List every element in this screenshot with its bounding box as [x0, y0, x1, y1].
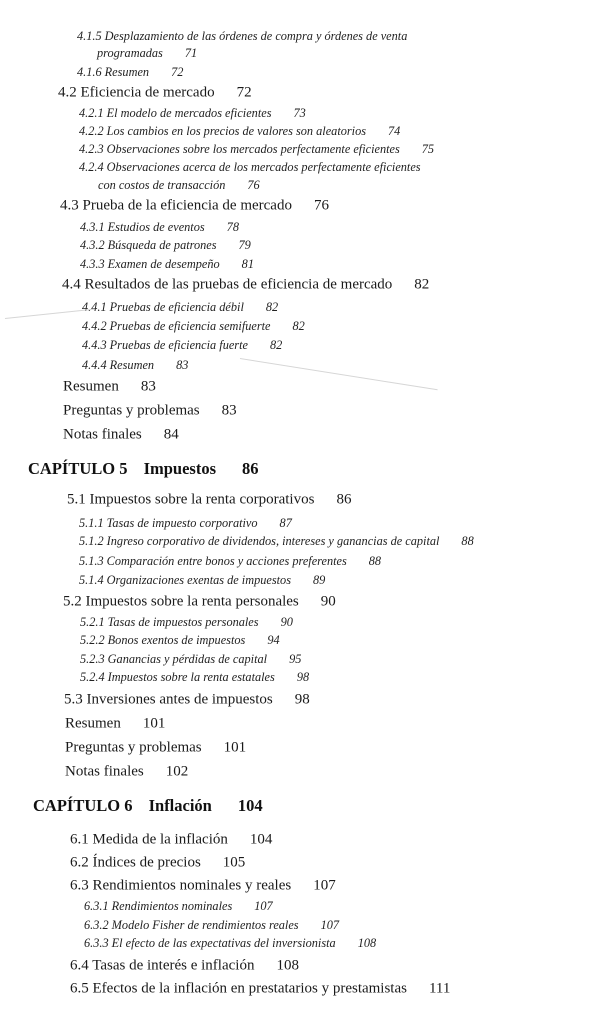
entry-number: 4.3.3: [80, 256, 105, 271]
page-number: 107: [320, 917, 340, 932]
entry-title: Impuestos sobre la renta estatales: [107, 669, 275, 684]
entry-number: 4.4.4: [82, 357, 107, 372]
toc-subsection: [97, 47, 197, 59]
entry-number: 5.2: [63, 593, 82, 610]
entry-number: 6.4: [70, 957, 89, 974]
toc-subsection: [84, 937, 376, 949]
entry-title: Examen de desempeño: [107, 256, 220, 271]
entry-title: Estudios de eventos: [107, 219, 205, 234]
entry-number: 5.1.2: [79, 533, 104, 548]
entry-title: Pruebas de eficiencia fuerte: [109, 337, 248, 352]
entry-number: 4.3.1: [80, 219, 105, 234]
entry-title: Preguntas y problemas: [63, 402, 200, 419]
page-number: 71: [184, 45, 198, 60]
toc-subsection: [80, 634, 280, 646]
entry-number: 4.1.6: [77, 64, 102, 79]
toc-subsection: [82, 301, 278, 313]
page-number: 76: [313, 197, 329, 214]
entry-number: 5.2.3: [80, 651, 105, 666]
entry-title: El efecto de las expectativas del inversionista: [111, 935, 336, 950]
page-number: 101: [142, 715, 166, 732]
page-number: 108: [276, 957, 299, 974]
toc-subsection: [79, 535, 474, 547]
entry-title: Medida de la inflación: [92, 831, 228, 848]
toc-entry: [63, 428, 179, 443]
toc-subsection: [84, 900, 273, 912]
entry-title: Índices de precios: [92, 854, 201, 871]
toc-entry: [70, 959, 299, 974]
entry-title: Prueba de la eficiencia de mercado: [82, 197, 292, 214]
entry-number: 6.1: [70, 831, 89, 848]
entry-number: 4.4.3: [82, 337, 107, 352]
toc-subsection: [80, 221, 239, 233]
entry-title: Resultados de las pruebas de eficiencia de mercado: [84, 276, 393, 293]
page-number: 81: [241, 256, 254, 271]
entry-number: 6.3.1: [84, 898, 109, 913]
entry-title: Pruebas de eficiencia semifuerte: [109, 318, 271, 333]
entry-number: 6.3.2: [84, 917, 109, 932]
page-number: 105: [222, 854, 246, 871]
page-number: 104: [237, 795, 263, 815]
page-number: 88: [461, 533, 474, 548]
entry-number: 6.2: [70, 854, 89, 871]
entry-title: Comparación entre bonos y acciones preferentes: [106, 553, 347, 568]
page-number: 74: [388, 123, 401, 138]
toc-subsection: [82, 320, 305, 332]
entry-title: Pruebas de eficiencia débil: [109, 299, 244, 314]
entry-title: Tasas de interés e inflación: [92, 957, 255, 974]
toc-entry: [67, 493, 351, 508]
toc-entry: [65, 765, 188, 780]
entry-title: con costos de transacción: [98, 177, 226, 192]
entry-title: Ingreso corporativo de dividendos, intereses y ganancias de capital: [106, 533, 440, 548]
page-number: 83: [176, 357, 189, 372]
entry-number: 4.2.2: [79, 123, 104, 138]
page-number: 87: [279, 515, 292, 530]
entry-number: 5.2.4: [80, 669, 105, 684]
page-number: 84: [163, 426, 179, 443]
toc-subsection: [98, 179, 260, 191]
entry-title: Observaciones sobre los mercados perfectamente eficientes: [106, 141, 400, 156]
page-number: 82: [414, 276, 430, 293]
entry-title: Impuestos sobre la renta personales: [85, 593, 299, 610]
entry-title: Modelo Fisher de rendimientos reales: [111, 917, 299, 932]
page-number: 82: [265, 299, 279, 314]
entry-number: CAPÍTULO 6: [33, 795, 133, 815]
page-number: 98: [294, 691, 310, 708]
entry-title: Impuestos sobre la renta corporativos: [89, 491, 315, 508]
entry-number: 5.2.1: [80, 614, 105, 629]
toc-subsection: [80, 671, 309, 683]
page-number: 83: [221, 402, 237, 419]
entry-title: Inflación: [148, 795, 212, 815]
page-number: 76: [247, 177, 260, 192]
page-number: 82: [292, 318, 305, 333]
page-number: 95: [289, 651, 302, 666]
page-number: 75: [421, 141, 435, 156]
page-number: 89: [312, 572, 326, 587]
entry-title: Impuestos: [143, 458, 217, 478]
toc-entry: [62, 278, 429, 293]
page-number: 86: [336, 491, 352, 508]
toc-entry: [63, 595, 336, 610]
entry-title: Búsqueda de patrones: [107, 237, 217, 252]
entry-title: Tasas de impuestos personales: [107, 614, 259, 629]
entry-title: Los cambios en los precios de valores son aleatorios: [106, 123, 367, 138]
page-number: 102: [165, 763, 189, 780]
toc-entry: [63, 404, 237, 419]
page-number: 79: [238, 237, 251, 252]
entry-title: Observaciones acerca de los mercados perfectamente eficientes: [106, 159, 421, 174]
entry-title: Eficiencia de mercado: [80, 84, 215, 101]
toc-subsection: [80, 239, 251, 251]
entry-number: 6.3.3: [84, 935, 109, 950]
entry-title: Tasas de impuesto corporativo: [106, 515, 258, 530]
entry-number: 5.3: [64, 691, 83, 708]
entry-title: Ganancias y pérdidas de capital: [107, 651, 268, 666]
entry-title: Resumen: [104, 64, 150, 79]
page-number: 107: [313, 877, 336, 894]
toc-subsection: [79, 574, 325, 586]
entry-number: CAPÍTULO 5: [28, 458, 128, 478]
entry-title: Organizaciones exentas de impuestos: [106, 572, 291, 587]
toc-entry: [70, 856, 245, 871]
scan-smudge: [240, 358, 438, 390]
page-number: 111: [428, 980, 451, 997]
page-number: 90: [320, 593, 336, 610]
toc-subsection: [82, 339, 282, 351]
entry-number: 4.1.5: [77, 28, 102, 43]
toc-subsection: [80, 653, 301, 665]
entry-title: Efectos de la inflación en prestatarios y prestamistas: [92, 980, 407, 997]
page-number: 78: [226, 219, 239, 234]
page-number: 101: [223, 739, 247, 756]
entry-number: 4.4: [62, 276, 81, 293]
page-number: 108: [357, 935, 377, 950]
toc-entry: [70, 982, 450, 997]
page-number: 88: [368, 553, 382, 568]
entry-title: Notas finales: [65, 763, 144, 780]
entry-title: Notas finales: [63, 426, 142, 443]
page-number: 86: [242, 458, 259, 478]
entry-title: programadas: [97, 45, 163, 60]
entry-title: Resumen: [63, 378, 119, 395]
entry-number: 4.2.3: [79, 141, 104, 156]
toc-entry: [58, 86, 252, 101]
toc-subsection: [77, 66, 183, 78]
entry-title: Rendimientos nominales y reales: [92, 877, 292, 894]
entry-number: 5.1.4: [79, 572, 104, 587]
page-number: 90: [280, 614, 293, 629]
toc-subsection: [80, 616, 293, 628]
chapter-heading: [33, 795, 263, 815]
entry-title: Rendimientos nominales: [111, 898, 233, 913]
entry-number: 4.4.2: [82, 318, 107, 333]
entry-number: 4.3: [60, 197, 79, 214]
entry-title: Inversiones antes de impuestos: [86, 691, 273, 708]
entry-title: Resumen: [65, 715, 121, 732]
toc-entry: [64, 693, 310, 708]
toc-subsection: [79, 143, 434, 155]
entry-number: 4.2: [58, 84, 77, 101]
page-number: 72: [236, 84, 252, 101]
page-number: 73: [293, 105, 306, 120]
entry-number: 4.2.1: [79, 105, 104, 120]
toc-subsection: [77, 30, 407, 42]
toc-subsection: [79, 517, 292, 529]
entry-number: 4.4.1: [82, 299, 107, 314]
chapter-heading: [28, 458, 259, 478]
entry-title: El modelo de mercados eficientes: [106, 105, 272, 120]
toc-entry: [63, 380, 156, 395]
toc-entry: [65, 741, 246, 756]
toc-subsection: [79, 125, 400, 137]
entry-number: 5.1.3: [79, 553, 104, 568]
toc-subsection: [79, 555, 381, 567]
toc-entry: [60, 199, 329, 214]
toc-subsection: [79, 161, 421, 173]
page-number: 82: [269, 337, 283, 352]
page-number: 98: [296, 669, 310, 684]
entry-number: 6.5: [70, 980, 89, 997]
toc-subsection: [84, 919, 339, 931]
entry-number: 6.3: [70, 877, 89, 894]
entry-title: Resumen: [109, 357, 155, 372]
entry-number: 5.2.2: [80, 632, 105, 647]
toc-subsection: [79, 107, 306, 119]
page-number: 83: [140, 378, 156, 395]
entry-number: 4.3.2: [80, 237, 105, 252]
toc-entry: [70, 879, 336, 894]
toc-subsection: [82, 359, 188, 371]
page-number: 107: [254, 898, 273, 913]
toc-entry: [65, 717, 165, 732]
toc-subsection: [80, 258, 254, 270]
entry-title: Bonos exentos de impuestos: [107, 632, 246, 647]
toc-entry: [70, 833, 272, 848]
page-number: 104: [249, 831, 273, 848]
entry-title: Desplazamiento de las órdenes de compra y órdenes de venta: [104, 28, 408, 43]
entry-title: Preguntas y problemas: [65, 739, 202, 756]
entry-number: 5.1.1: [79, 515, 104, 530]
page-number: 94: [267, 632, 280, 647]
entry-number: 5.1: [67, 491, 86, 508]
page-number: 72: [171, 64, 184, 79]
entry-number: 4.2.4: [79, 159, 104, 174]
